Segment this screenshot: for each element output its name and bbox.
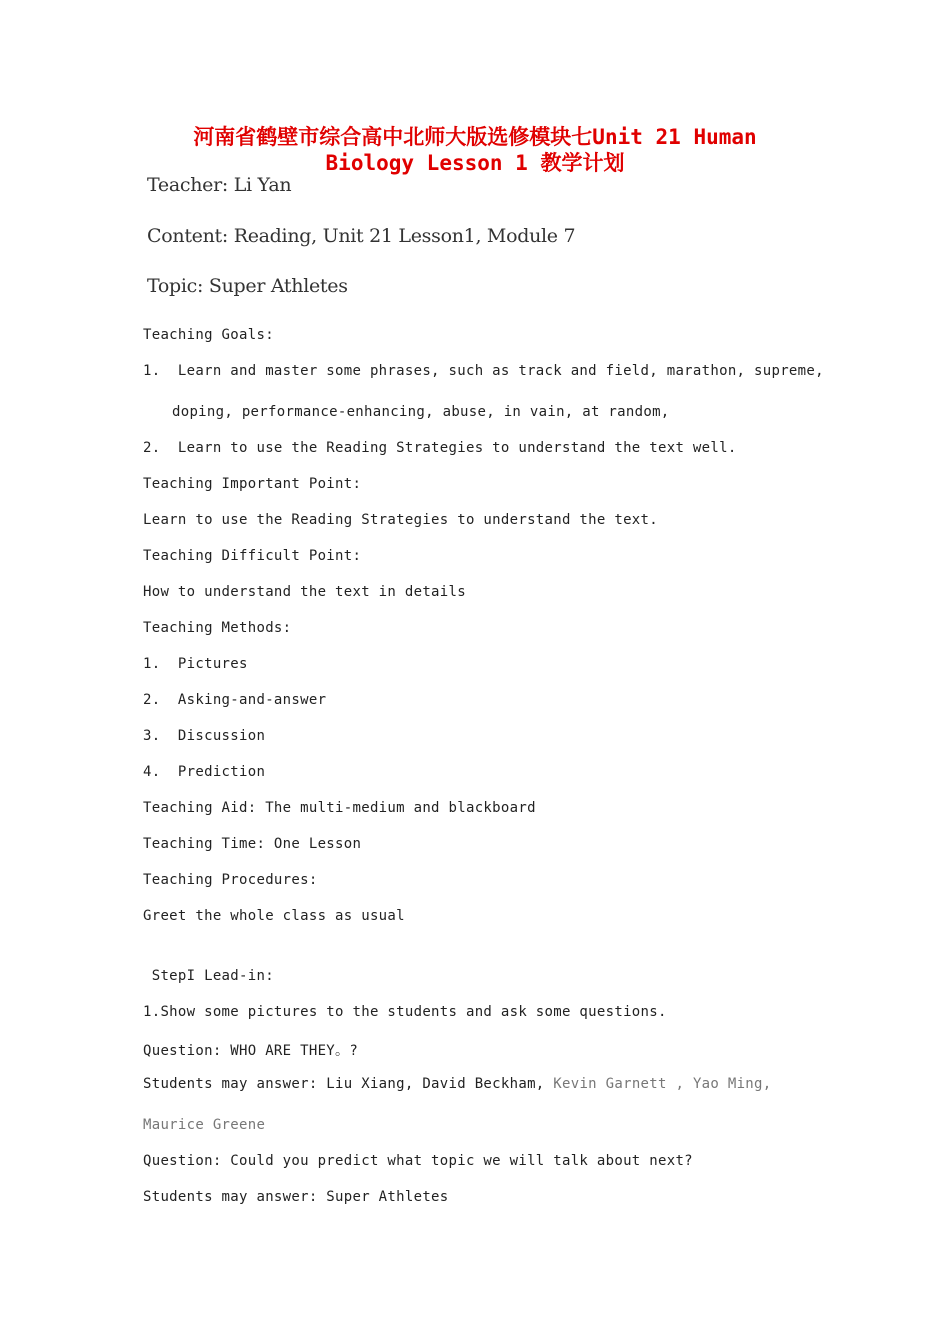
answer-1-part-b: Kevin Garnett , xyxy=(553,1076,685,1092)
question-2: Question: Could you predict what topic we will talk about next? xyxy=(143,1153,693,1169)
goal-1-line-2: doping, performance-enhancing, abuse, in vain, at random, xyxy=(172,404,670,420)
method-item-3: 3. Discussion xyxy=(143,728,266,744)
document-title xyxy=(100,124,850,176)
method-item-2: 2. Asking-and-answer xyxy=(143,692,327,708)
teaching-aid: Teaching Aid: The multi-medium and blackboard xyxy=(143,800,536,816)
important-point-text: Learn to use the Reading Strategies to understand the text. xyxy=(143,512,658,528)
answer-1-part-c: Yao Ming, xyxy=(692,1076,772,1092)
methods-heading: Teaching Methods: xyxy=(143,620,292,636)
goals-heading: Teaching Goals: xyxy=(143,327,274,343)
difficult-point-heading: Teaching Difficult Point: xyxy=(143,548,362,564)
title-line-1: 河南省鹤壁市综合高中北师大版选修模块七Unit 21 Human xyxy=(193,125,757,149)
answer-1-line xyxy=(143,1076,772,1092)
goal-1-line-1: 1. Learn and master some phrases, such as track and field, marathon, supreme, xyxy=(143,363,824,379)
goal-2: 2. Learn to use the Reading Strategies to understand the text well. xyxy=(143,440,737,456)
show-pictures-line: 1.Show some pictures to the students and ask some questions. xyxy=(143,1004,667,1020)
greet-line: Greet the whole class as usual xyxy=(143,908,405,924)
answer-1-part-a: Students may answer: Liu Xiang, David Beckham, xyxy=(143,1076,545,1092)
answer-1-continuation: Maurice Greene xyxy=(143,1117,266,1133)
topic-line: Topic: Super Athletes xyxy=(147,275,348,297)
important-point-heading: Teaching Important Point: xyxy=(143,476,362,492)
content-line: Content: Reading, Unit 21 Lesson1, Module 7 xyxy=(147,225,576,247)
teacher-line: Teacher: Li Yan xyxy=(147,174,292,196)
procedures-heading: Teaching Procedures: xyxy=(143,872,318,888)
answer-2: Students may answer: Super Athletes xyxy=(143,1189,449,1205)
title-line-2: Biology Lesson 1 教学计划 xyxy=(325,151,625,175)
teaching-time: Teaching Time: One Lesson xyxy=(143,836,362,852)
question-1: Question: WHO ARE THEY。? xyxy=(143,1043,359,1059)
method-item-1: 1. Pictures xyxy=(143,656,248,672)
method-item-4: 4. Prediction xyxy=(143,764,266,780)
step-1-heading: StepI Lead-in: xyxy=(143,968,274,984)
difficult-point-text: How to understand the text in details xyxy=(143,584,466,600)
